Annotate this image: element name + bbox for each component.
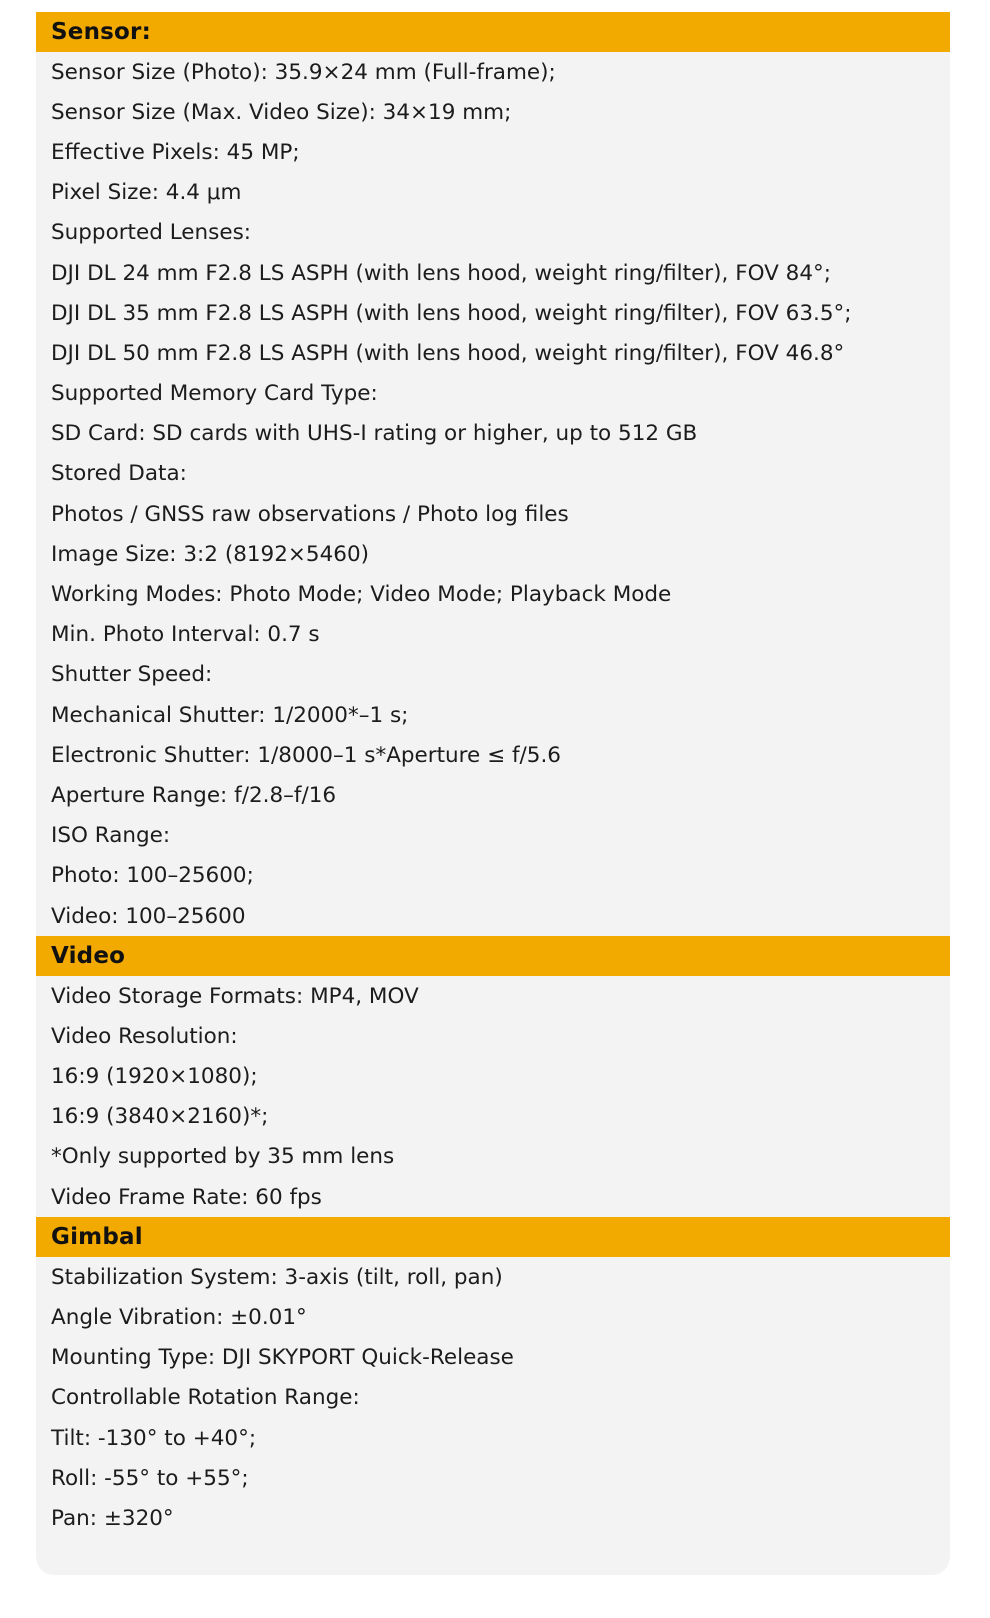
section-header-sensor: Sensor: [36,12,950,52]
spec-line: Pan: ±320° [51,1505,174,1531]
section-header-video: Video [36,936,950,976]
spec-line: Photo: 100–25600; [51,863,254,889]
sensor-spec-list [36,52,950,936]
video-spec-list [36,976,950,1217]
spec-line: 16:9 (3840×2160)*; [51,1104,269,1130]
section-header-gimbal: Gimbal [36,1217,950,1257]
spec-line: Supported Memory Card Type: [51,381,378,407]
spec-line: Shutter Speed: [51,662,213,688]
spec-line: *Only supported by 35 mm lens [51,1144,395,1170]
spec-line: ISO Range: [51,823,171,849]
spec-line: Photos / GNSS raw observations / Photo log files [51,501,569,527]
spec-line: Stabilization System: 3-axis (tilt, roll, pan) [51,1264,503,1290]
spec-line: Pixel Size: 4.4 μm [51,180,242,206]
spec-line: Angle Vibration: ±0.01° [51,1305,307,1331]
spec-line: Mounting Type: DJI SKYPORT Quick-Release [51,1345,514,1371]
spec-line: Electronic Shutter: 1/8000–1 s*Aperture ≤ f/5.6 [51,742,561,768]
gimbal-spec-list [36,1257,950,1538]
spec-line: SD Card: SD cards with UHS-I rating or higher, up to 512 GB [51,421,698,447]
spec-line: Working Modes: Photo Mode; Video Mode; Playback Mode [51,582,672,608]
spec-line: Tilt: -130° to +40°; [51,1425,257,1451]
spec-line: Effective Pixels: 45 MP; [51,139,300,165]
spec-line: Sensor Size (Photo): 35.9×24 mm (Full-frame); [51,59,556,85]
spec-line: DJI DL 24 mm F2.8 LS ASPH (with lens hood, weight ring/filter), FOV 84°; [51,260,832,286]
spec-card [36,12,950,1575]
spec-line: Min. Photo Interval: 0.7 s [51,622,320,648]
spec-line: Image Size: 3:2 (8192×5460) [51,541,370,567]
spec-line: DJI DL 50 mm F2.8 LS ASPH (with lens hood, weight ring/filter), FOV 46.8° [51,340,845,366]
spec-line: Video Storage Formats: MP4, MOV [51,983,419,1009]
spec-line: Video Frame Rate: 60 fps [51,1184,322,1210]
spec-line: Aperture Range: f/2.8–f/16 [51,782,337,808]
spec-line: DJI DL 35 mm F2.8 LS ASPH (with lens hood, weight ring/filter), FOV 63.5°; [51,300,852,326]
spec-line: 16:9 (1920×1080); [51,1064,258,1090]
spec-line: Mechanical Shutter: 1/2000*–1 s; [51,702,409,728]
spec-line: Video Resolution: [51,1023,238,1049]
spec-line: Video: 100–25600 [51,903,246,929]
spec-line: Sensor Size (Max. Video Size): 34×19 mm; [51,99,512,125]
spec-line: Stored Data: [51,461,187,487]
spec-line: Roll: -55° to +55°; [51,1465,249,1491]
spec-line: Supported Lenses: [51,220,252,246]
spec-line: Controllable Rotation Range: [51,1385,360,1411]
